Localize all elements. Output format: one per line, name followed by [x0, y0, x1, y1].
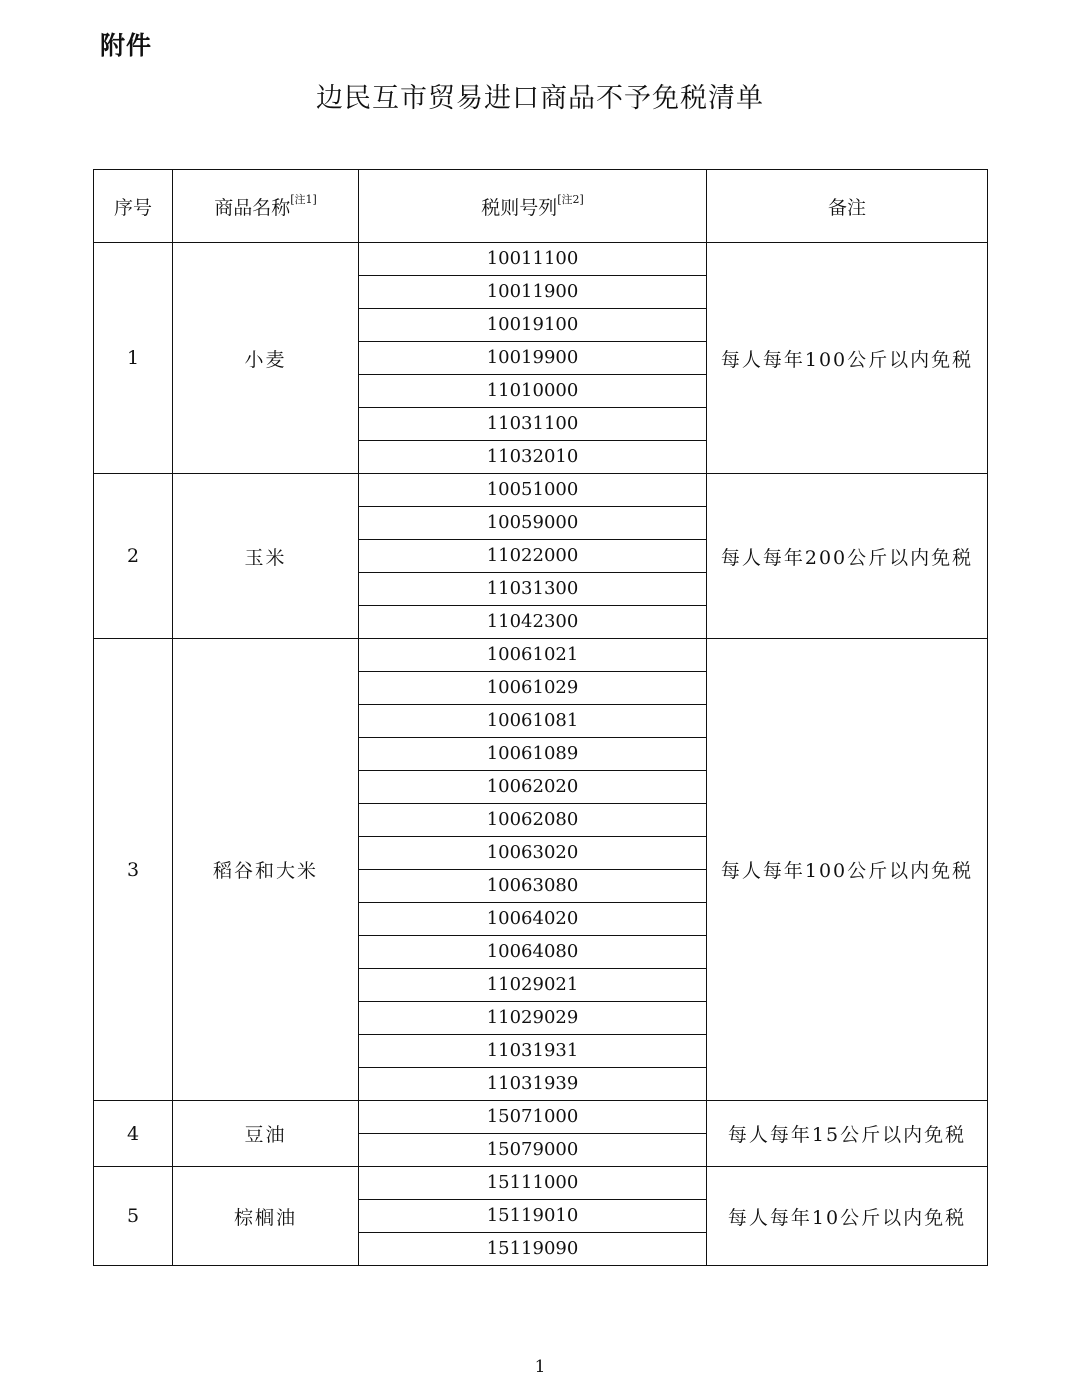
tariff-code-cell: 10064020 — [359, 903, 707, 936]
tariff-code-cell: 11010000 — [359, 375, 707, 408]
tariff-code-cell: 11022000 — [359, 540, 707, 573]
tariff-code-cell: 11031100 — [359, 408, 707, 441]
tax-list-table — [93, 169, 988, 1266]
seq-cell: 4 — [94, 1101, 173, 1167]
tariff-code-cell: 10011100 — [359, 243, 707, 276]
product-name-cell: 棕榈油 — [173, 1167, 359, 1266]
header-codes-label: 税则号列 — [481, 196, 558, 219]
tariff-code-cell: 10064080 — [359, 936, 707, 969]
header-codes — [359, 170, 707, 243]
remark-cell: 每人每年100公斤以内免税 — [707, 639, 988, 1101]
tariff-code-cell: 10061081 — [359, 705, 707, 738]
seq-cell: 5 — [94, 1167, 173, 1266]
table-row — [94, 474, 988, 507]
tariff-code-cell: 15079000 — [359, 1134, 707, 1167]
tariff-code-cell: 10062080 — [359, 804, 707, 837]
header-codes-note: [注2] — [557, 192, 584, 206]
table-row — [94, 1101, 988, 1134]
remark-cell: 每人每年200公斤以内免税 — [707, 474, 988, 639]
tariff-code-cell: 10051000 — [359, 474, 707, 507]
tariff-code-cell: 11029021 — [359, 969, 707, 1002]
tariff-code-cell: 11031931 — [359, 1035, 707, 1068]
product-name-cell: 小麦 — [173, 243, 359, 474]
remark-cell: 每人每年10公斤以内免税 — [707, 1167, 988, 1266]
tariff-code-cell: 10061021 — [359, 639, 707, 672]
header-name-label: 商品名称 — [214, 196, 291, 219]
header-seq — [94, 170, 173, 243]
product-name-cell: 豆油 — [173, 1101, 359, 1167]
remark-cell: 每人每年15公斤以内免税 — [707, 1101, 988, 1167]
header-remark — [707, 170, 988, 243]
tariff-code-cell: 10011900 — [359, 276, 707, 309]
header-name-note: [注1] — [290, 192, 317, 206]
header-remark-label: 备注 — [827, 196, 866, 219]
tariff-code-cell: 15119010 — [359, 1200, 707, 1233]
header-seq-label: 序号 — [113, 196, 152, 219]
seq-cell: 3 — [94, 639, 173, 1101]
tariff-code-cell: 11032010 — [359, 441, 707, 474]
remark-cell: 每人每年100公斤以内免税 — [707, 243, 988, 474]
tariff-code-cell: 10059000 — [359, 507, 707, 540]
page-number: 1 — [534, 1357, 546, 1377]
tariff-code-cell: 10019900 — [359, 342, 707, 375]
tariff-code-cell: 10062020 — [359, 771, 707, 804]
table-row — [94, 1167, 988, 1200]
header-name — [173, 170, 359, 243]
tariff-code-cell: 11042300 — [359, 606, 707, 639]
tariff-code-cell: 10061029 — [359, 672, 707, 705]
tariff-code-cell: 15111000 — [359, 1167, 707, 1200]
tariff-code-cell: 15071000 — [359, 1101, 707, 1134]
table-body — [94, 243, 988, 1266]
tariff-code-cell: 10061089 — [359, 738, 707, 771]
product-name-cell: 稻谷和大米 — [173, 639, 359, 1101]
tariff-code-cell: 10063080 — [359, 870, 707, 903]
tariff-code-cell: 15119090 — [359, 1233, 707, 1266]
seq-cell: 1 — [94, 243, 173, 474]
tariff-code-cell: 11031939 — [359, 1068, 707, 1101]
tariff-code-cell: 11029029 — [359, 1002, 707, 1035]
document-title: 边民互市贸易进口商品不予免税清单 — [316, 83, 764, 114]
product-name-cell: 玉米 — [173, 474, 359, 639]
tariff-code-cell: 10063020 — [359, 837, 707, 870]
attachment-label: 附件 — [100, 31, 153, 60]
tariff-code-cell: 10019100 — [359, 309, 707, 342]
tariff-code-cell: 11031300 — [359, 573, 707, 606]
table-row — [94, 639, 988, 672]
seq-cell: 2 — [94, 474, 173, 639]
table-row — [94, 243, 988, 276]
table-header-row — [94, 170, 988, 243]
